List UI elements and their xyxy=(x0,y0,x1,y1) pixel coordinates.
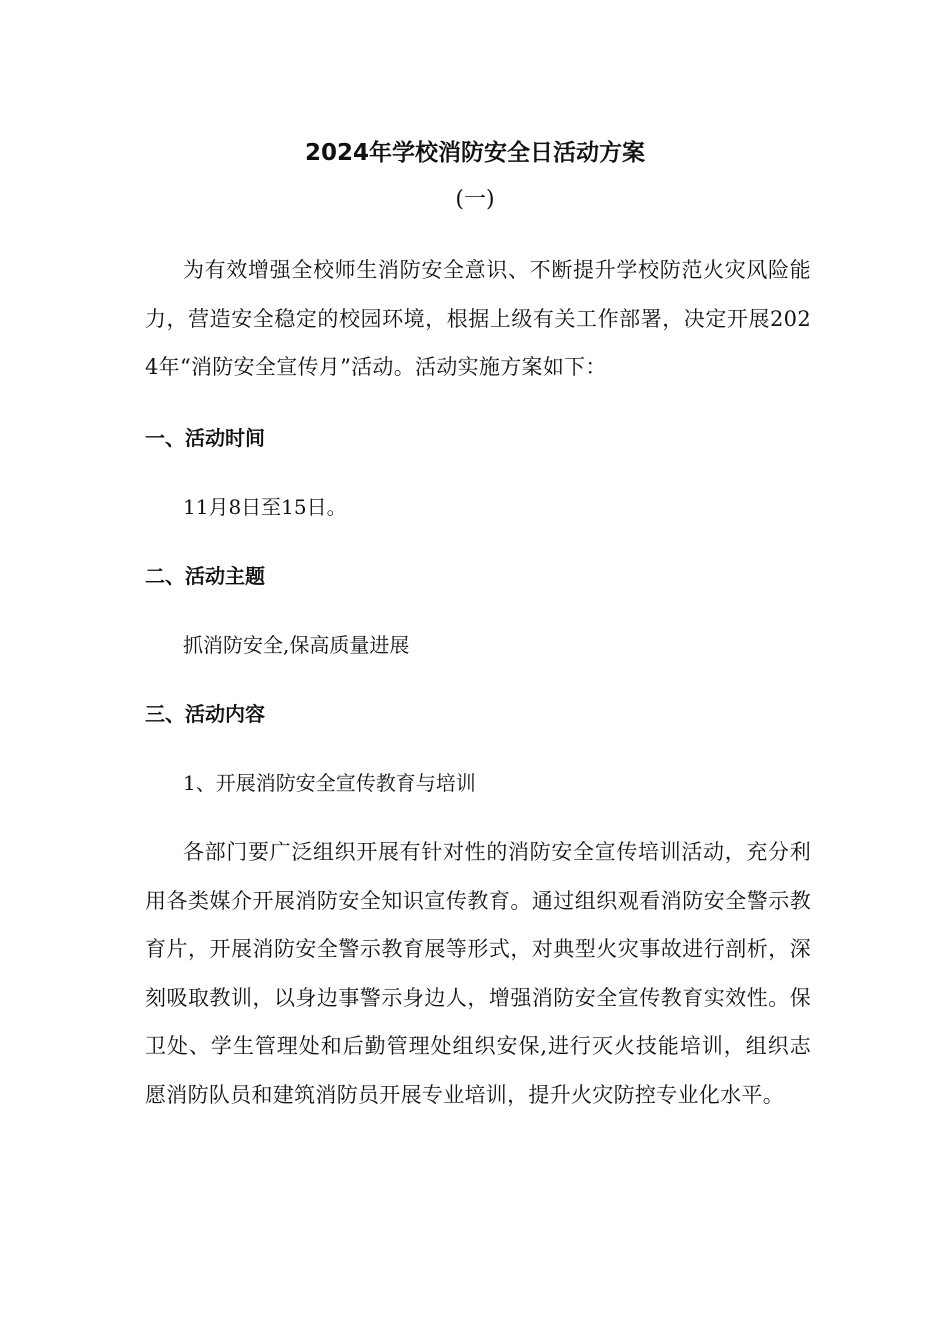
section-heading-content: 三、活动内容 xyxy=(145,702,265,726)
section-content-time: 11月8日至15日。 xyxy=(183,495,347,519)
section-heading-theme: 二、活动主题 xyxy=(145,564,265,588)
document-title: 2024年学校消防安全日活动方案 xyxy=(304,140,645,166)
intro-paragraph: 为有效增强全校师生消防安全意识、不断提升学校防范火灾风险能力，营造安全稳定的校园环境，根据上级有关工作部署，决定开展2024年“消防安全宣传月”活动。活动实施方案如下： xyxy=(145,258,811,379)
content-item-body: 各部门要广泛组织开展有针对性的消防安全宣传培训活动，充分利用各类媒介开展消防安全知识宣传教育。通过组织观看消防安全警示教育片，开展消防安全警示教育展等形式，对典型火灾事故进行剖析，深刻吸取教训，以身边事警示身边人，增强消防安全宣传教育实效性。保卫处、学生管理处和后勤管理处组织安保,进行灭火技能培训，组织志愿消防队员和建筑消防员开展专业培训，提升火灾防控专业化水平。 xyxy=(145,840,811,1107)
content-item-title: 1、开展消防安全宣传教育与培训 xyxy=(183,771,476,795)
section-heading-time: 一、活动时间 xyxy=(145,426,265,450)
document-subtitle: (一) xyxy=(455,187,495,212)
section-content-theme: 抓消防安全,保高质量进展 xyxy=(183,633,410,657)
